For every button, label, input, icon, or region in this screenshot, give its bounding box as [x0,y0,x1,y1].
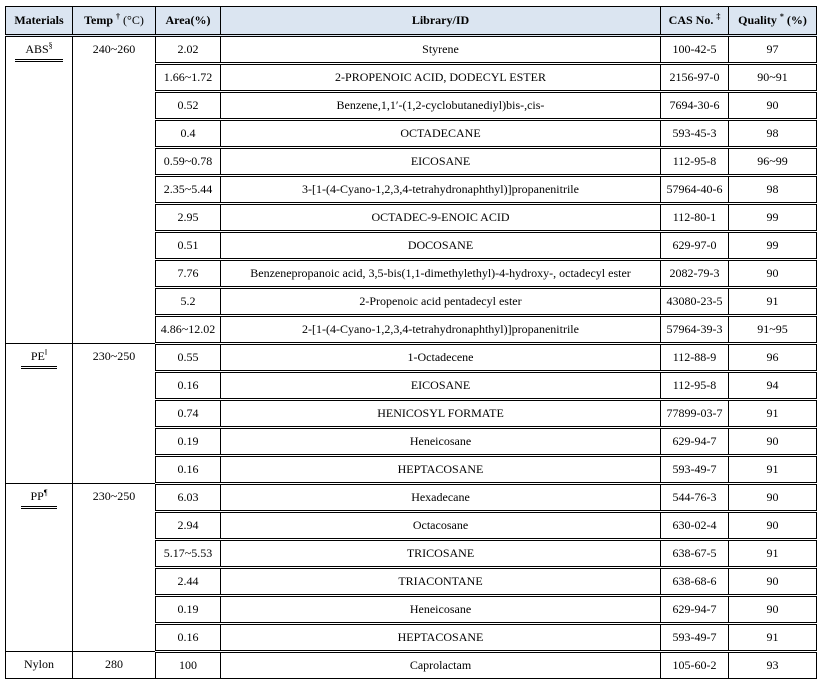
area-cell: 100 [156,652,221,679]
area-cell: 0.59~0.78 [156,148,221,176]
cas-cell: 77899-03-7 [661,400,729,428]
quality-cell: 90 [729,260,817,288]
temp-value: 230~250 [92,489,136,503]
area-cell: 5.17~5.53 [156,540,221,568]
material-name [15,42,62,62]
library-cell: Heneicosane [221,596,661,624]
quality-cell: 91 [729,540,817,568]
library-cell: HEPTACOSANE [221,624,661,652]
cas-cell: 57964-40-6 [661,176,729,204]
area-cell: 0.16 [156,372,221,400]
table-row [6,652,817,679]
cas-cell: 2156-97-0 [661,64,729,92]
header-library: Library/ID [221,7,661,36]
temp-value: 280 [105,656,123,671]
cas-cell: 593-49-7 [661,624,729,652]
quality-cell: 90 [729,484,817,512]
table-row [6,484,817,512]
cas-cell: 112-88-9 [661,344,729,372]
quality-cell: 99 [729,232,817,260]
material-name [14,657,64,674]
cas-cell: 629-94-7 [661,428,729,456]
cas-cell: 629-97-0 [661,232,729,260]
material-cell [6,484,73,652]
area-cell: 0.51 [156,232,221,260]
area-cell: 0.4 [156,120,221,148]
library-cell: EICOSANE [221,148,661,176]
material-label: PE [30,349,45,363]
library-cell: Benzene,1,1′-(1,2-cyclobutanediyl)bis-,cis- [221,92,661,120]
cas-cell: 630-02-4 [661,512,729,540]
temp-footnote-mark: † [116,12,121,21]
table-row [6,344,817,372]
header-area: Area(%) [156,7,221,36]
header-materials: Materials [6,7,73,36]
temp-value: 240~260 [92,42,136,56]
cas-cell: 593-49-7 [661,456,729,484]
library-cell: 1-Octadecene [221,344,661,372]
table-body [6,36,817,679]
library-cell: EICOSANE [221,372,661,400]
cas-cell: 112-95-8 [661,372,729,400]
area-cell: 2.44 [156,568,221,596]
cas-cell: 638-68-6 [661,568,729,596]
temp-cell [73,484,156,652]
area-cell: 2.94 [156,512,221,540]
table-header [6,7,817,36]
area-cell: 2.95 [156,204,221,232]
area-cell: 4.86~12.02 [156,316,221,344]
cas-cell: 43080-23-5 [661,288,729,316]
temp-cell [73,344,156,484]
library-cell: OCTADEC-9-ENOIC ACID [221,204,661,232]
cas-cell: 544-76-3 [661,484,729,512]
library-cell: 2-[1-(4-Cyano-1,2,3,4-tetrahydronaphthyl)]propanenitrile [221,316,661,344]
cas-cell: 638-67-5 [661,540,729,568]
area-cell: 0.19 [156,428,221,456]
cas-cell: 2082-79-3 [661,260,729,288]
cas-cell: 629-94-7 [661,596,729,624]
quality-cell: 97 [729,36,817,64]
library-cell: Caprolactam [221,652,661,679]
library-cell: Hexadecane [221,484,661,512]
quality-cell: 90 [729,428,817,456]
quality-cell: 90 [729,92,817,120]
quality-cell: 94 [729,372,817,400]
area-cell: 5.2 [156,288,221,316]
quality-cell: 99 [729,204,817,232]
quality-cell: 98 [729,176,817,204]
header-row [6,7,817,36]
header-temp: Temp † (°C) [73,7,156,36]
material-footnote-mark: ‖ [44,348,48,357]
library-cell: OCTADECANE [221,120,661,148]
area-cell: 2.35~5.44 [156,176,221,204]
material-cell [6,344,73,484]
temp-value: 230~250 [92,349,136,363]
quality-cell: 90 [729,568,817,596]
quality-cell: 91 [729,288,817,316]
material-label: PP [30,489,44,503]
library-cell: 2-PROPENOIC ACID, DODECYL ESTER [221,64,661,92]
material-cell [6,652,73,679]
cas-cell: 7694-30-6 [661,92,729,120]
quality-cell: 91 [729,400,817,428]
library-cell: Benzenepropanoic acid, 3,5-bis(1,1-dimethylethyl)-4-hydroxy-, octadecyl ester [221,260,661,288]
cas-cell: 112-80-1 [661,204,729,232]
quality-cell: 93 [729,652,817,679]
library-cell: Octacosane [221,512,661,540]
area-cell: 0.19 [156,596,221,624]
quality-cell: 98 [729,120,817,148]
cas-cell: 57964-39-3 [661,316,729,344]
library-cell: TRIACONTANE [221,568,661,596]
area-cell: 0.52 [156,92,221,120]
material-label: ABS [25,42,49,56]
quality-cell: 91 [729,456,817,484]
library-cell: HEPTACOSANE [221,456,661,484]
cas-cell: 112-95-8 [661,148,729,176]
library-cell: DOCOSANE [221,232,661,260]
table-row [6,36,817,64]
temp-cell [73,652,156,679]
area-cell: 6.03 [156,484,221,512]
material-name [21,349,57,369]
material-footnote-mark: § [48,41,53,50]
library-cell: Heneicosane [221,428,661,456]
quality-footnote-mark: * [779,12,784,21]
area-cell: 0.74 [156,400,221,428]
material-cell [6,36,73,344]
area-cell: 0.55 [156,344,221,372]
header-cas: CAS No. ‡ [661,7,729,36]
library-cell: Styrene [221,36,661,64]
library-cell: 2-Propenoic acid pentadecyl ester [221,288,661,316]
quality-cell: 96~99 [729,148,817,176]
area-cell: 0.16 [156,456,221,484]
quality-cell: 90~91 [729,64,817,92]
area-cell: 0.16 [156,624,221,652]
cas-cell: 100-42-5 [661,36,729,64]
cas-cell: 105-60-2 [661,652,729,679]
area-cell: 1.66~1.72 [156,64,221,92]
header-quality: Quality * (%) [729,7,817,36]
quality-cell: 96 [729,344,817,372]
area-cell: 7.76 [156,260,221,288]
material-name [21,489,58,509]
results-table [5,6,817,679]
quality-cell: 91 [729,624,817,652]
material-label: Nylon [24,656,54,671]
cas-cell: 593-45-3 [661,120,729,148]
cas-footnote-mark: ‡ [716,12,721,21]
library-cell: TRICOSANE [221,540,661,568]
material-footnote-mark: ¶ [43,488,48,497]
quality-cell: 90 [729,596,817,624]
area-cell: 2.02 [156,36,221,64]
library-cell: HENICOSYL FORMATE [221,400,661,428]
temp-cell [73,36,156,344]
quality-cell: 90 [729,512,817,540]
quality-cell: 91~95 [729,316,817,344]
library-cell: 3-[1-(4-Cyano-1,2,3,4-tetrahydronaphthyl)]propanenitrile [221,176,661,204]
